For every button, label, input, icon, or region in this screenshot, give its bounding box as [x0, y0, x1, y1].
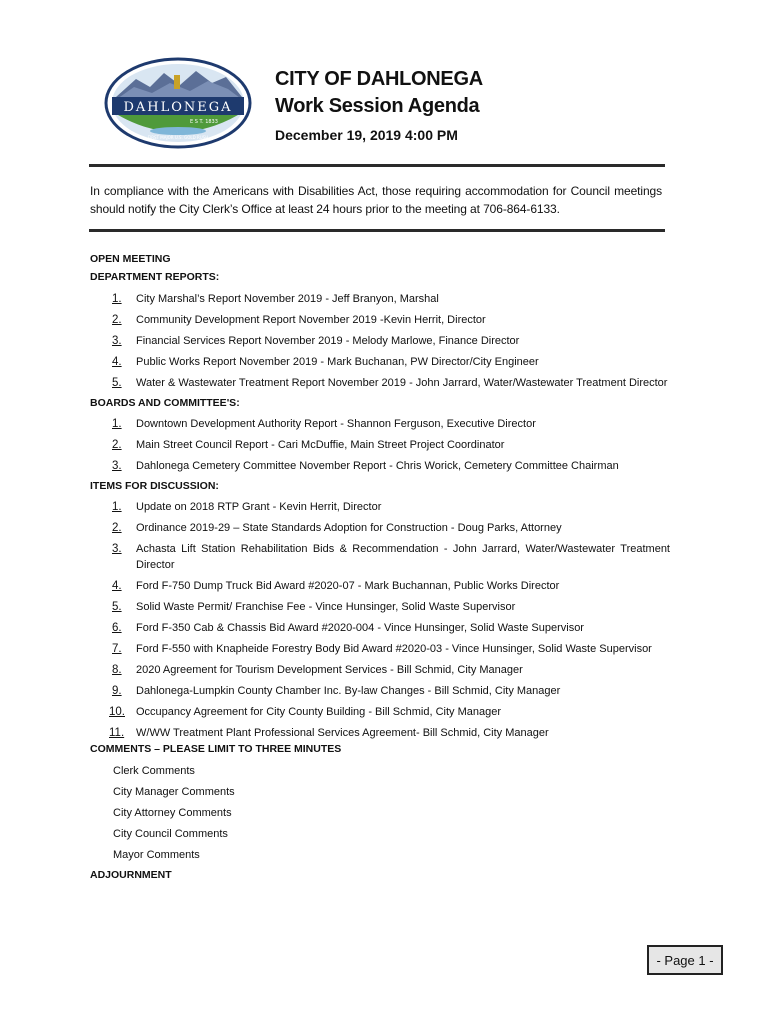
item-text: Main Street Council Report - Cari McDuffie, Main Street Project Coordinator: [136, 439, 505, 451]
city-name: CITY OF DAHLONEGA: [275, 68, 483, 90]
agenda-item: [90, 312, 670, 328]
comment-item: Mayor Comments: [113, 849, 200, 861]
item-number: 8.: [112, 664, 122, 676]
item-text: Public Works Report November 2019 - Mark Buchanan, PW Director/City Engineer: [136, 356, 539, 368]
meeting-date: December 19, 2019 4:00 PM: [275, 127, 458, 143]
discussion-list: [90, 499, 670, 741]
item-number: 4.: [112, 356, 122, 368]
item-number: 2.: [112, 314, 122, 326]
agenda-item: [90, 333, 670, 349]
agenda-item: [90, 375, 670, 391]
agenda-item: [90, 620, 670, 636]
boards-list: [90, 416, 670, 474]
logo-subtitle: FIRST MAJOR U.S. GOLD RUSH: [147, 135, 209, 140]
item-text: City Marshal’s Report November 2019 - Jeff Branyon, Marshal: [136, 293, 439, 305]
logo-name: DAHLONEGA: [123, 100, 233, 115]
ada-notice: In compliance with the Americans with Disabilities Act, those requiring accommodation for Council meetings should notify the City Clerk’s Office at least 24 hours prior to the meeting at 706-864-6133.: [90, 184, 662, 216]
agenda-item: [90, 520, 670, 536]
item-number: 5.: [112, 601, 122, 613]
comment-item: Clerk Comments: [113, 765, 195, 777]
item-text: Solid Waste Permit/ Franchise Fee - Vince Hunsinger, Solid Waste Supervisor: [136, 601, 516, 613]
item-text: Downtown Development Authority Report - Shannon Ferguson, Executive Director: [136, 418, 536, 430]
item-text: Occupancy Agreement for City County Building - Bill Schmid, City Manager: [136, 706, 501, 718]
item-number: 2.: [112, 439, 122, 451]
comments-heading: COMMENTS – PLEASE LIMIT TO THREE MINUTES: [90, 743, 342, 755]
agenda-item: [90, 541, 670, 573]
agenda-item: [90, 725, 670, 741]
item-number: 1.: [112, 293, 122, 305]
item-number: 3.: [112, 543, 122, 555]
logo-tagline: E S T. 1833: [190, 119, 218, 125]
item-text: Ford F-550 with Knapheide Forestry Body Bid Award #2020-03 - Vince Hunsinger, Solid Waste Supervisor: [136, 643, 652, 655]
comments-list: [90, 763, 670, 863]
item-number: 1.: [112, 418, 122, 430]
agenda-item: [90, 578, 670, 594]
item-number: 6.: [112, 622, 122, 634]
agenda-item: [90, 683, 670, 699]
item-number: 9.: [112, 685, 122, 697]
item-number: 4.: [112, 580, 122, 592]
comment-item: City Manager Comments: [113, 786, 235, 798]
city-logo: [104, 57, 252, 149]
comment-item: City Council Comments: [113, 828, 228, 840]
agenda-item: [90, 354, 670, 370]
boards-heading: BOARDS AND COMMITTEE'S:: [90, 397, 240, 409]
item-text: Financial Services Report November 2019 - Melody Marlowe, Finance Director: [136, 335, 520, 347]
notice-divider: [89, 229, 665, 232]
agenda-item: [90, 291, 670, 307]
item-number: 2.: [112, 522, 122, 534]
item-number: 11.: [109, 727, 125, 739]
adjournment-heading: ADJOURNMENT: [90, 869, 172, 881]
department-reports-heading: DEPARTMENT REPORTS:: [90, 271, 220, 283]
agenda-item: [90, 641, 670, 657]
department-reports-list: [90, 291, 670, 391]
item-number: 5.: [112, 377, 122, 389]
top-divider: [89, 164, 665, 167]
item-text: Dahlonega Cemetery Committee November Report - Chris Worick, Cemetery Committee Chairman: [136, 460, 619, 472]
item-number: 7.: [112, 643, 122, 655]
item-text: Ford F-750 Dump Truck Bid Award #2020-07 - Mark Buchannan, Public Works Director: [136, 580, 560, 592]
agenda-item: [90, 662, 670, 678]
item-number: 3.: [112, 460, 122, 472]
comment-item: City Attorney Comments: [113, 807, 232, 819]
agenda-item: [90, 499, 670, 515]
item-number: 1.: [112, 501, 122, 513]
item-text: Achasta Lift Station Rehabilitation Bids & Recommendation - John Jarrard, Water/Wastewater Treatment Director: [136, 543, 670, 571]
page-number: - Page 1 -: [647, 945, 723, 975]
agenda-item: [90, 437, 670, 453]
item-number: 3.: [112, 335, 122, 347]
item-text: Ford F-350 Cab & Chassis Bid Award #2020-004 - Vince Hunsinger, Solid Waste Supervisor: [136, 622, 584, 634]
agenda-item: [90, 704, 670, 720]
item-text: Water & Wastewater Treatment Report November 2019 - John Jarrard, Water/Wastewater Treatment Director: [136, 377, 668, 389]
discussion-heading: ITEMS FOR DISCUSSION:: [90, 480, 219, 492]
agenda-body: [90, 252, 670, 888]
item-text: W/WW Treatment Plant Professional Services Agreement- Bill Schmid, City Manager: [136, 727, 549, 739]
agenda-item: [90, 599, 670, 615]
agenda-header: [275, 66, 483, 146]
agenda-item: [90, 416, 670, 432]
item-text: Update on 2018 RTP Grant - Kevin Herrit, Director: [136, 501, 382, 513]
agenda-title: Work Session Agenda: [275, 95, 480, 117]
item-number: 10.: [109, 706, 125, 718]
open-meeting-heading: OPEN MEETING: [90, 253, 171, 265]
item-text: Ordinance 2019-29 – State Standards Adoption for Construction - Doug Parks, Attorney: [136, 522, 562, 534]
item-text: Community Development Report November 2019 -Kevin Herrit, Director: [136, 314, 486, 326]
item-text: Dahlonega-Lumpkin County Chamber Inc. By-law Changes - Bill Schmid, City Manager: [136, 685, 561, 697]
item-text: 2020 Agreement for Tourism Development Services - Bill Schmid, City Manager: [136, 664, 523, 676]
agenda-item: [90, 458, 670, 474]
